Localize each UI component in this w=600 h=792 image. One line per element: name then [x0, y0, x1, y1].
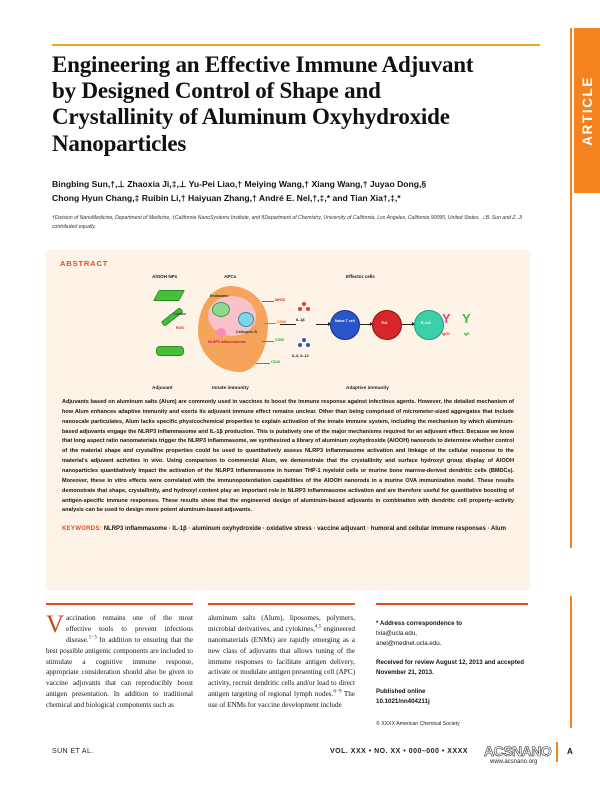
toc-label-naive-tcell: Naïve T cell: [335, 319, 355, 323]
received-accepted-dates: Received for review August 12, 2013 and accepted November 21, 2013.: [376, 659, 524, 677]
body-column-2: [208, 613, 355, 711]
keywords-label: KEYWORDS:: [62, 526, 103, 532]
drop-cap: V: [46, 611, 65, 638]
toc-label-cathepsin-b: Cathepsin B: [236, 330, 257, 334]
toc-label-ige: IgE: [464, 332, 470, 336]
abstract-heading: ABSTRACT: [60, 259, 109, 268]
mhcii-marker: [262, 301, 274, 302]
page-title: Engineering an Effective Immune Adjuvant by Designed Control of Shape and Crystallinity of Aluminum Oxyhydroxide Nanoparticles: [52, 52, 474, 156]
toc-label-bcell: B cell: [421, 321, 431, 325]
nanorod-shape-icon: [161, 307, 183, 326]
published-online-label: Published online: [376, 688, 426, 696]
toc-label-apcs: APCs: [224, 274, 237, 279]
toc-phase-adaptive-immunity: Adaptive immunity: [346, 386, 389, 391]
author-list: [52, 178, 522, 206]
copyright-line: © XXXX American Chemical Society: [376, 721, 460, 728]
nanorod-thick-shape-icon: [156, 346, 184, 356]
toc-phase-innate-immunity: Innate immunity: [212, 386, 249, 391]
cd86-marker: [264, 323, 276, 324]
footer-orange-bar: [556, 742, 558, 762]
th2-cell: [372, 310, 402, 340]
column-rule-2: [208, 603, 355, 605]
il6-il12-cytokine-cluster: [298, 338, 312, 350]
abstract-panel: [46, 250, 530, 590]
keywords-text: NLRP3 inflammasome · IL-1β · aluminum oxyhydroxide · oxidative stress · vaccine adjuvant · humoral and cellular immune responses · Alum: [103, 526, 506, 532]
affiliations: †Division of NanoMedicine, Department of Medicine, ‡California NanoSystems Institute, and §Department of Chemistry, University of California, Los Angeles, California 90095, United States. ⊥B. Sun and Z. Ji contributed equally.: [52, 215, 522, 230]
footer-citation: VOL. XXX • NO. XX • 000–000 • XXXX: [330, 748, 468, 755]
correspondence-column: [376, 619, 528, 729]
cd80-marker: [262, 341, 274, 342]
toc-label-igg1: IgG1: [442, 332, 450, 336]
toc-phase-labels: [150, 386, 450, 396]
correspondence-email-1[interactable]: txia@ucla.edu,: [376, 630, 418, 638]
author-line-1: Bingbing Sun,†,⊥ Zhaoxia Ji,‡,⊥ Yu-Pei Liao,† Meiying Wang,† Xiang Wang,† Juyao Dong,§: [52, 179, 427, 189]
footer-authors: [52, 748, 94, 755]
toc-label-th2: Th2: [381, 321, 388, 325]
toc-label-endosome: Endosome: [210, 294, 229, 298]
acsnano-url[interactable]: www.acsnano.org: [490, 759, 538, 765]
inflammasome-complex: [216, 328, 226, 337]
right-margin-rule-lower: [570, 596, 572, 728]
cd40-marker: [256, 363, 270, 364]
arrow-apc-to-cytokine: [280, 324, 296, 325]
toc-label-cd40: CD40: [271, 360, 281, 364]
column-rule-3: [376, 603, 528, 605]
correspondence-email-2[interactable]: anel@mednet.ucla.edu.: [376, 640, 442, 648]
author-line-2: Chong Hyun Chang,‡ Ruibin Li,† Haiyuan Zhang,† André E. Nel,†,‡,* and Tian Xia†,‡,*: [52, 192, 401, 203]
toc-label-alooh-nps: AlOOH NPs: [152, 274, 178, 279]
body-column-1-text: accination remains one of the most effective tools to prevent infectious disease.$^{1-3}$ In addition to ensuring that the best possible antigenic components are included to stimulate a cognitive immune response, appropriate consideration should also be given to vaccine adjuvants that can reproducibly boost antigen presentation. In addition to traditional chemical and biological components such as: [46, 614, 193, 709]
published-online-block: [376, 687, 528, 707]
endosome-vesicle: [212, 302, 230, 317]
body-column-1: [46, 613, 193, 711]
arrow-tcell-to-th2: [360, 324, 370, 325]
abstract-text: Adjuvants based on aluminum salts (Alum) are commonly used in vaccines to boost the immune response against infectious agents. However, the detailed mechanism of how Alum enhances adaptive immunity and exerts its adjuvant immune effect remains unclear. Other than being comprised of micrometer-sized aggregates that include nanoscale particulates, Alum lacks specific physicochemical properties to explain activation of the innate immune system, including the mechanism by which aluminum-based adjuvants engage the NLRP3 inflammasome and IL-1β production. This is putatively one of the major mechanisms required for an adjuvant effect. Because we know that long aspect ratio nanomaterials trigger the NLRP3 inflammasome, we synthesized a library of aluminum oxyhydroxide (AlOOH) nanorods to determine whether control of the material shape and crystalline properties could be used to quantitatively assess NLRP3 inflammasome activation and linkage of the cellular response to the material's adjuvant activities in vivo. Using comparison to commercial Alum, we demonstrate that the crystallinity and surface hydroxyl group display of AlOOH nanoparticles quantitatively impact the activation of the NLRP3 inflammasome in human THP-1 myeloid cells or murine bone marrow-derived dendritic cells (BMDCs). Moreover, these in vitro effects were correlated with the immunopotentiation capabilities of the AlOOH nanorods in a murine OVA immunization model. These results demonstrate that shape, crystallinity, and hydroxyl content play an important role in NLRP3 inflammasome activation and are therefore useful for quantitative boosting of antigen-specific immune responses. These results show that the engineered design of aluminum-based adjuvants in combination with dendritic cell property−activity analysis can be used to design more potent aluminum-based adjuvants.: [62, 399, 514, 514]
right-margin-rule-upper: [570, 28, 572, 548]
toc-label-uptake: Uptake: [174, 312, 186, 316]
column-rule-1: [46, 603, 193, 605]
footer-authors-text: SUN ET AL.: [52, 748, 94, 755]
page-number: A: [567, 747, 573, 756]
correspondence-star-line: * Address correspondence to: [376, 620, 463, 627]
title-top-rule: [52, 44, 540, 46]
toc-label-effector-cells: Effector cells: [346, 274, 375, 279]
correspondence-block: [376, 619, 528, 649]
arrow-th2-to-bcell: [402, 324, 412, 325]
naive-t-cell: [330, 310, 360, 340]
body-column-2-text: aluminum salts (Alum), liposomes, polymers, microbial derivatives, and cytokines,$^{4,5}$ engineered nanomaterials (ENMs) are rapidly emerging as a new class of adjuvants that allows tuning of the immune responses to facilitate antigen delivery, activate or modulate antigen presenting cell (APC) activity, recruit dendritic cells and/or lead to direct antigen targeting of regional lymph nodes.$^{6-9}$ The use of ENMs for vaccine development include: [208, 614, 355, 710]
keywords-block: [62, 524, 514, 535]
b-cell: [414, 310, 444, 340]
toc-label-cd80: CD80: [275, 338, 285, 342]
lysosome-vesicle: [238, 312, 254, 327]
page-footer: [0, 744, 600, 784]
arrow-cytokine-to-tcell: [316, 324, 328, 325]
toc-label-mhcii: MHCII: [275, 298, 286, 302]
toc-label-il1b: IL-1β: [296, 318, 305, 322]
nanoplate-shape-icon: [153, 290, 185, 301]
article-tab-label: ARTICLE: [579, 75, 595, 146]
ige-antibody-icon: Y: [462, 311, 471, 326]
toc-label-nlrp3-inflammasome: NLRP3 inflammasome: [208, 340, 246, 344]
toc-label-ros: ROS: [176, 326, 184, 330]
article-type-tab: [574, 28, 600, 193]
toc-label-il6-il12: IL-6, IL-12: [292, 354, 309, 358]
acsnano-logo: ACSNANO: [484, 743, 552, 759]
toc-label-cd86: CD86: [277, 320, 287, 324]
toc-graphic: [150, 272, 471, 384]
il1b-cytokine-cluster: [298, 302, 312, 314]
doi-value[interactable]: 10.1021/nn404211j: [376, 698, 430, 706]
toc-phase-adjuvant: Adjuvant: [152, 386, 173, 391]
igg1-antibody-icon: Y: [442, 311, 451, 326]
